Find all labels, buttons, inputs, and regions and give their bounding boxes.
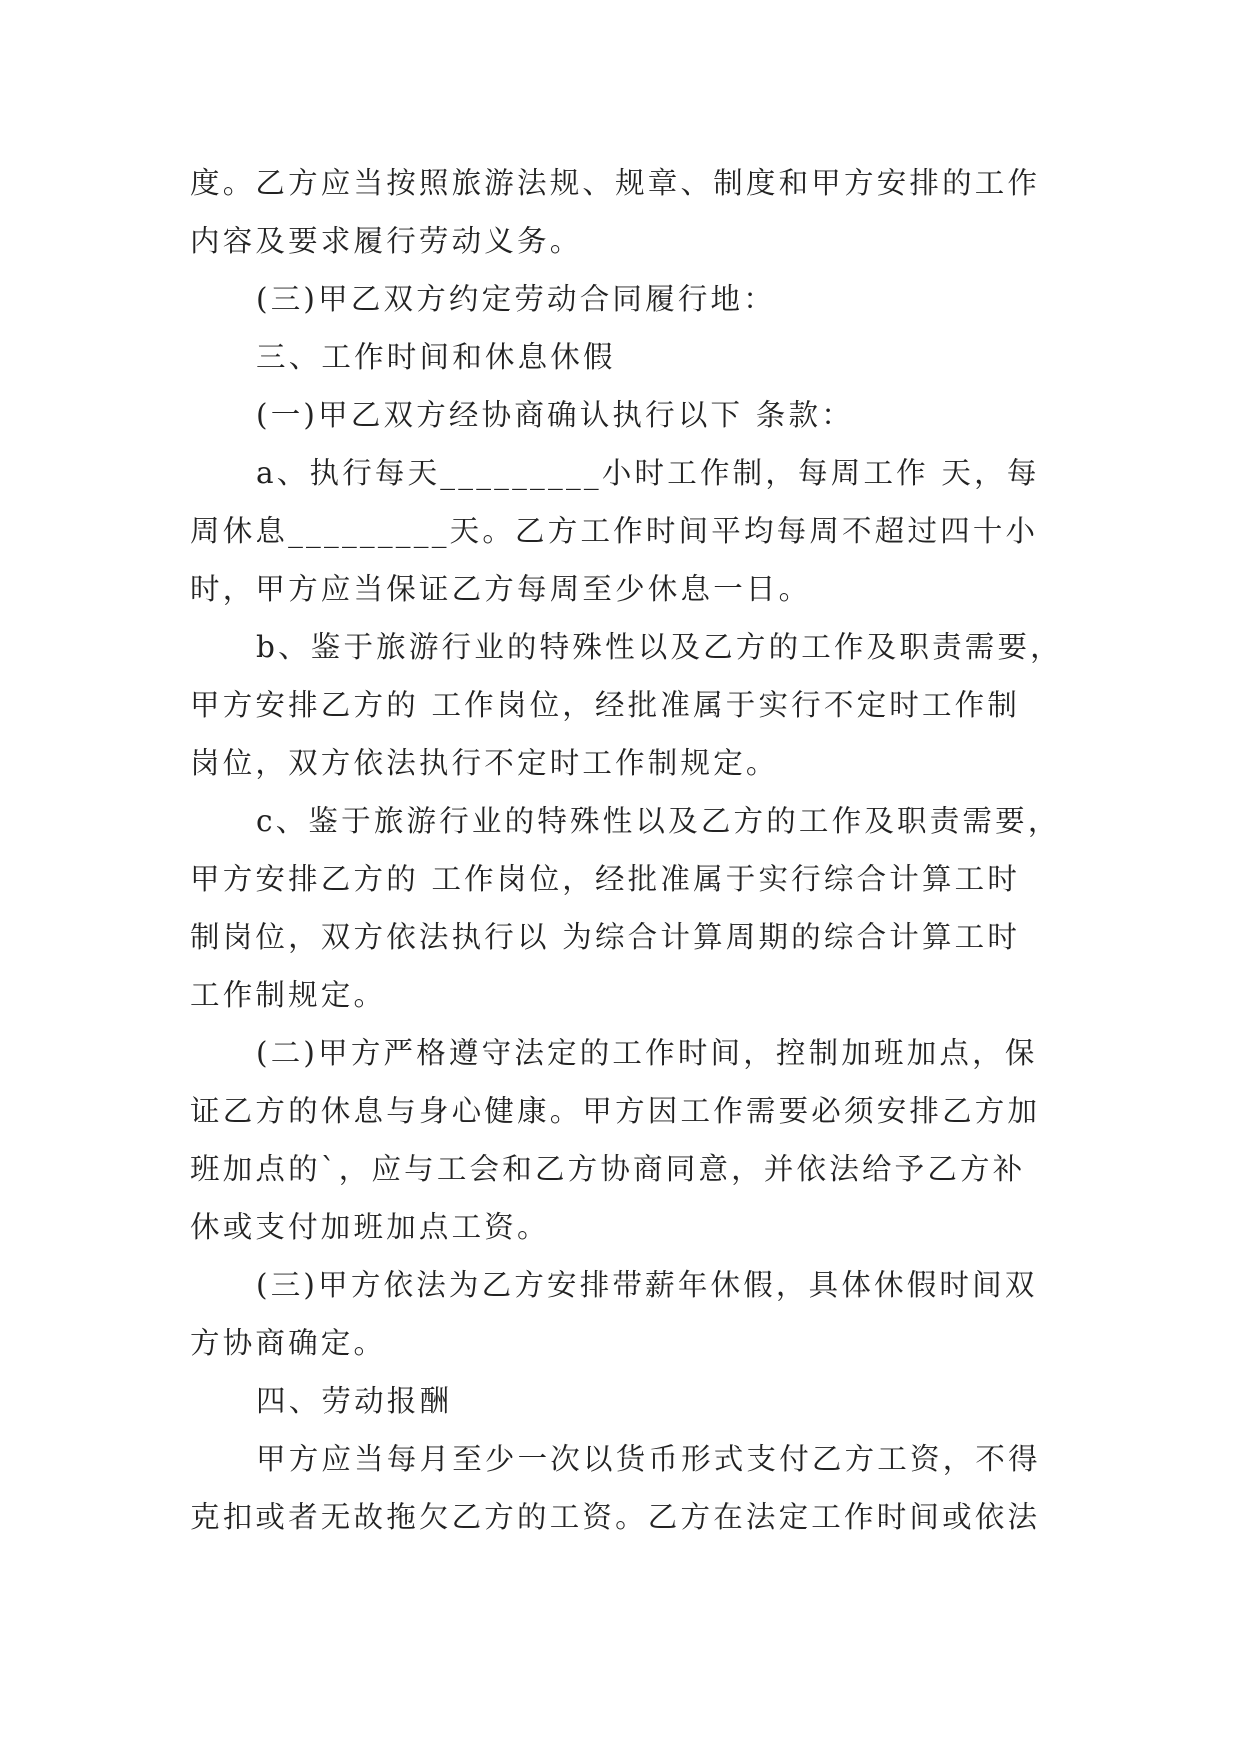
text-line: 班加点的`，应与工会和乙方协商同意，并依法给予乙方补 bbox=[190, 1152, 1026, 1186]
text-line: 方协商确定。 bbox=[190, 1326, 387, 1360]
text-line: (一)甲乙双方经协商确认执行以下 条款： bbox=[256, 398, 854, 432]
text-line: 内容及要求履行劳动义务。 bbox=[190, 224, 583, 258]
contract-body-text bbox=[190, 154, 1063, 1546]
text-line: 证乙方的休息与身心健康。甲方因工作需要必须安排乙方加 bbox=[190, 1094, 1041, 1128]
text-line: c、鉴于旅游行业的特殊性以及乙方的工作及职责需要， bbox=[256, 804, 1061, 838]
text-line: (二)甲方严格遵守法定的工作时间，控制加班加点，保 bbox=[256, 1036, 1038, 1070]
text-line: 甲方安排乙方的 工作岗位，经批准属于实行综合计算工时 bbox=[190, 862, 1021, 896]
text-line: 甲方安排乙方的 工作岗位，经批准属于实行不定时工作制 bbox=[190, 688, 1021, 722]
text-line: 三、工作时间和休息休假 bbox=[256, 340, 616, 374]
text-line: 制岗位，双方依法执行以 为综合计算周期的综合计算工时 bbox=[190, 920, 1021, 954]
text-line: 周休息_________天。乙方工作时间平均每周不超过四十小 bbox=[190, 514, 1039, 548]
text-line: 克扣或者无故拖欠乙方的工资。乙方在法定工作时间或依法 bbox=[190, 1500, 1041, 1534]
text-line: b、鉴于旅游行业的特殊性以及乙方的工作及职责需要， bbox=[256, 630, 1063, 664]
text-line: (三)甲乙双方约定劳动合同履行地： bbox=[256, 282, 776, 316]
text-line: 甲方应当每月至少一次以货币形式支付乙方工资，不得 bbox=[256, 1442, 1041, 1476]
text-line: 休或支付加班加点工资。 bbox=[190, 1210, 550, 1244]
text-line: 度。乙方应当按照旅游法规、规章、制度和甲方安排的工作 bbox=[190, 166, 1041, 200]
text-line: 工作制规定。 bbox=[190, 978, 387, 1012]
text-line: a、执行每天_________小时工作制，每周工作 天，每 bbox=[256, 456, 1040, 490]
text-line: 时，甲方应当保证乙方每周至少休息一日。 bbox=[190, 572, 812, 606]
text-line: 岗位，双方依法执行不定时工作制规定。 bbox=[190, 746, 779, 780]
text-line: 四、劳动报酬 bbox=[256, 1384, 453, 1418]
text-line: (三)甲方依法为乙方安排带薪年休假，具体休假时间双 bbox=[256, 1268, 1038, 1302]
